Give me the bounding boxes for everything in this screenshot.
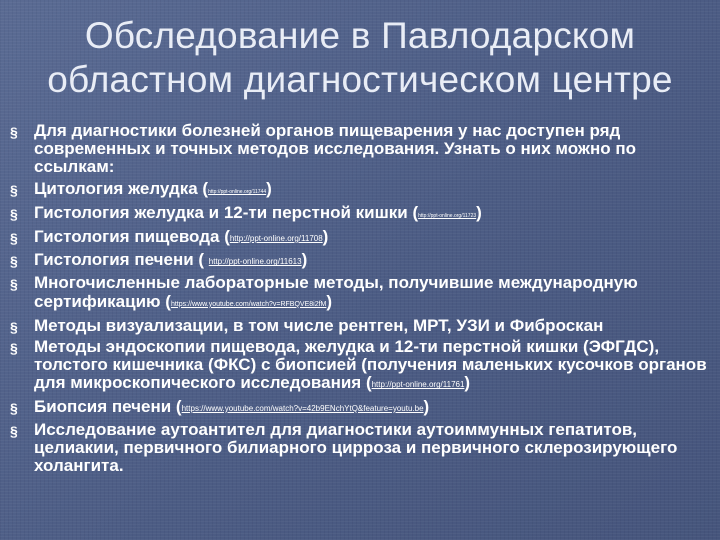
bullet-text-end: ) <box>476 202 482 222</box>
link-liver-histology[interactable]: http://ppt-online.org/11613 <box>208 257 302 267</box>
bullet-text-end: ) <box>322 227 329 247</box>
square-bullet-icon: § <box>10 318 18 335</box>
square-bullet-icon: § <box>10 399 18 416</box>
bullet-item-stomach-cytology <box>8 180 708 201</box>
bullet-text-end: ) <box>326 291 333 311</box>
bullet-text: Гистология печени ( <box>34 250 209 270</box>
bullet-list <box>8 122 708 478</box>
link-esophagus-histology[interactable]: http://ppt-online.org/11708 <box>229 234 323 244</box>
square-bullet-icon: § <box>10 205 18 222</box>
slide-title-line-2: областном диагностическом центре <box>47 59 673 100</box>
bullet-item-esophagus-histology <box>8 228 708 248</box>
bullet-text: Цитология желудка ( <box>34 178 209 198</box>
bullet-text: Гистология пищевода ( <box>34 227 230 247</box>
bullet-item-lab-methods <box>8 274 708 313</box>
square-bullet-icon: § <box>10 253 18 270</box>
bullet-text: Методы эндоскопии пищевода, желудка и 12-ти перстной кишки (ЭФГДС), толстого кишечника (ФКС) с биопсией (получения маленьких кусочков органов для микроскопического исследования ( <box>34 337 707 393</box>
bullet-text: Методы визуализации, в том числе рентген, МРТ, УЗИ и Фиброскан <box>34 315 604 335</box>
square-bullet-icon: § <box>10 230 18 247</box>
slide-title <box>0 14 720 102</box>
square-bullet-icon: § <box>10 422 18 439</box>
bullet-text-end: ) <box>464 373 471 393</box>
bullet-text-end: ) <box>266 178 272 198</box>
link-liver-biopsy[interactable]: https://www.youtube.com/watch?v=42b9ENchYtQ&feature=youtu.be <box>181 403 424 413</box>
link-stomach-histology[interactable]: http://ppt-online.org/11723 <box>418 212 477 219</box>
link-lab-methods[interactable]: https://www.youtube.com/watch?v=RFBQVE8i2fM <box>170 300 327 308</box>
bullet-text: Исследование аутоантител для диагностики аутоиммунных гепатитов, целиакии, первичного билиарного цирроза и первичного склерозирующего холангита. <box>34 419 678 476</box>
square-bullet-icon: § <box>10 276 18 293</box>
square-bullet-icon: § <box>10 181 18 198</box>
bullet-text-end: ) <box>423 396 430 416</box>
square-bullet-icon: § <box>10 124 18 140</box>
bullet-item-autoantibodies <box>8 421 708 476</box>
bullet-text: Гистология желудка и 12-ти перстной кишки ( <box>34 202 419 222</box>
slide-title-line-1: Обследование в Павлодарском <box>84 15 636 56</box>
bullet-item-liver-biopsy <box>8 398 708 418</box>
bullet-item-endoscopy <box>8 338 708 395</box>
bullet-text: Для диагностики болезней органов пищеварения у нас доступен ряд современных и точных методов исследования. Узнать о них можно по ссылкам: <box>34 121 636 177</box>
bullet-text-end: ) <box>301 250 308 270</box>
bullet-text: Биопсия печени ( <box>34 396 182 416</box>
bullet-text: Многочисленные лабораторные методы, получившие международную сертификацию ( <box>34 273 638 311</box>
bullet-item-imaging <box>8 317 708 335</box>
bullet-item-stomach-histology <box>8 204 708 225</box>
link-stomach-cytology[interactable]: http://ppt-online.org/11744 <box>208 188 267 195</box>
square-bullet-icon: § <box>10 340 18 357</box>
bullet-item-intro <box>8 122 708 177</box>
link-endoscopy[interactable]: http://ppt-online.org/11761 <box>371 380 465 390</box>
bullet-item-liver-histology <box>8 251 708 271</box>
